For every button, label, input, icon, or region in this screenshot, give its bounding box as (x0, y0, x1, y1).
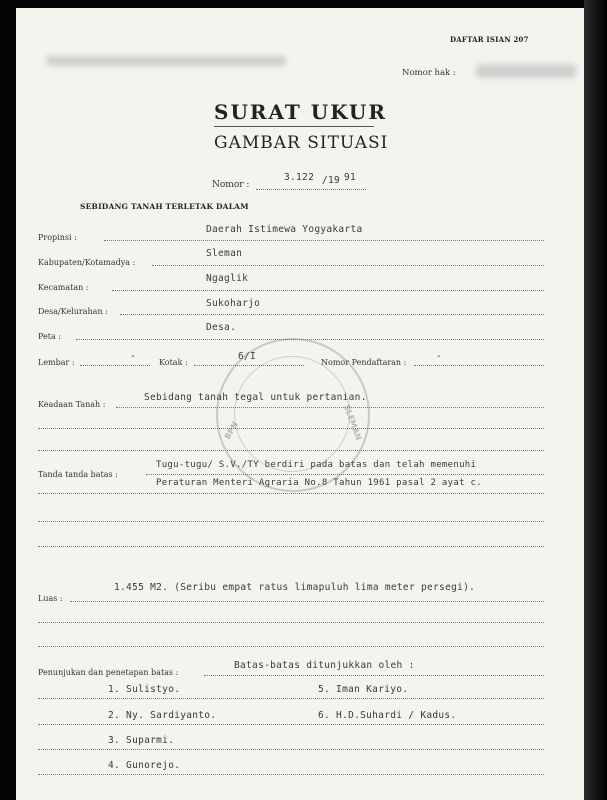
penunjukan-dots (204, 675, 544, 676)
person-3: 3. Suparmi. (108, 735, 175, 746)
nomor-sep: /19 (322, 175, 341, 186)
tanda-batas-dots-2 (38, 493, 544, 494)
luas-dots-3 (38, 646, 544, 647)
desa-dots (120, 314, 544, 315)
desa-label: Desa/Kelurahan : (38, 307, 108, 316)
kabupaten-dots (152, 265, 544, 266)
stamp-text-right: SLEMAN (342, 403, 364, 442)
redacted-nomor-hak (476, 64, 576, 78)
person-4: 4. Gunorejo. (108, 760, 181, 771)
lembar-value: - (130, 351, 137, 362)
stamp-text-left: BPN (222, 420, 240, 441)
nomor-hak-label: Nomor hak : (402, 68, 456, 78)
nomor-pendaftaran-label: Nomor Pendaftaran : (321, 358, 407, 367)
person-5: 5. Iman Kariyo. (318, 684, 409, 695)
persons-dots-3 (38, 749, 544, 750)
person-1: 1. Sulistyo. (108, 684, 181, 695)
section-heading: SEBIDANG TANAH TERLETAK DALAM (80, 202, 249, 211)
luas-dots-2 (38, 622, 544, 623)
luas-value: 1.455 M2. (Seribu empat ratus limapuluh lima meter persegi). (114, 582, 476, 593)
penunjukan-label: Penunjukan dan penetapan batas : (38, 668, 179, 677)
kabupaten-label: Kabupaten/Kotamadya : (38, 258, 136, 267)
keadaan-tanah-label: Keadaan Tanah : (38, 400, 106, 409)
tanda-batas-label: Tanda tanda batas : (38, 470, 118, 479)
tanda-batas-line1: Tugu-tugu/ S.V./TY berdiri pada batas dan telah memenuhi (156, 460, 477, 470)
title-gambar-situasi: GAMBAR SITUASI (214, 133, 389, 153)
kabupaten-value: Sleman (206, 248, 243, 259)
luas-label: Luas : (38, 594, 63, 603)
kecamatan-dots (112, 290, 544, 291)
kotak-value: 6/I (238, 351, 257, 362)
propinsi-label: Propinsi : (38, 233, 77, 242)
persons-dots-1 (38, 698, 544, 699)
kecamatan-value: Ngaglik (206, 273, 249, 284)
nomor-dots (256, 189, 366, 190)
luas-dots-1 (70, 601, 544, 602)
title-surat-ukur: SURAT UKUR (214, 100, 387, 124)
peta-value: Desa. (206, 322, 237, 333)
keadaan-tanah-value: Sebidang tanah tegal untuk pertanian. (144, 392, 367, 403)
desa-value: Sukoharjo (206, 298, 261, 309)
peta-label: Peta : (38, 332, 61, 341)
person-2: 2. Ny. Sardiyanto. (108, 710, 217, 721)
lembar-label: Lembar : (38, 358, 75, 367)
tanda-batas-dots-3 (38, 521, 544, 522)
official-stamp-inner-ring (234, 356, 350, 472)
lembar-dots (80, 365, 150, 366)
nomor-value: 3.122 (284, 172, 315, 183)
persons-dots-2 (38, 724, 544, 725)
kecamatan-label: Kecamatan : (38, 283, 89, 292)
propinsi-value: Daerah Istimewa Yogyakarta (206, 224, 363, 235)
title-underline (214, 126, 374, 127)
nomor-pendaftaran-value: - (436, 351, 443, 362)
tanda-batas-dots-4 (38, 546, 544, 547)
form-label: DAFTAR ISIAN 207 (450, 35, 529, 44)
person-6: 6. H.D.Suhardi / Kadus. (318, 710, 457, 721)
penunjukan-value: Batas-batas ditunjukkan oleh : (234, 660, 415, 671)
nomor-label: Nomor : (212, 180, 250, 190)
kotak-label: Kotak : (159, 358, 188, 367)
tanda-batas-dots-1 (146, 474, 544, 475)
document-page (16, 8, 584, 800)
tanda-batas-line2: Peraturan Menteri Agraria No.8 Tahun 1961 pasal 2 ayat c. (156, 478, 482, 488)
nomor-pendaftaran-dots (414, 365, 544, 366)
nomor-year: 91 (344, 172, 357, 183)
redacted-header-text (46, 56, 286, 66)
propinsi-dots (104, 240, 544, 241)
persons-dots-4 (38, 774, 544, 775)
scan-shadow (584, 0, 607, 800)
